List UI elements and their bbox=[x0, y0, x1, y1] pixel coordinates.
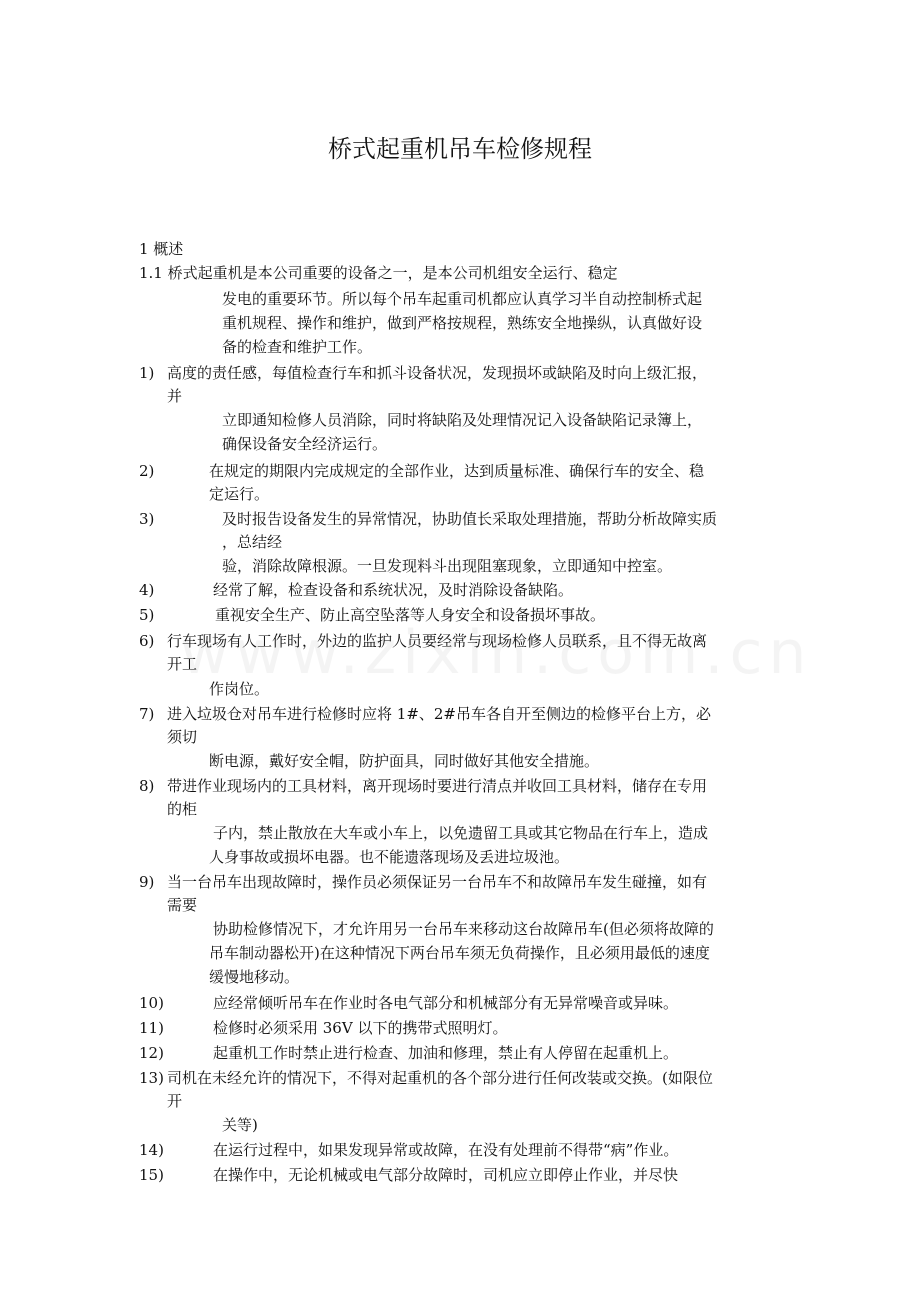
item-text: 并 bbox=[167, 387, 183, 405]
item-text: 应经常倾听吊车在作业时各电气部分和机械部分有无异常噪音或异味。 bbox=[213, 994, 679, 1012]
item-number: 9) bbox=[139, 873, 155, 891]
item-text: 在规定的期限内完成规定的全部作业，达到质量标准、确保行车的安全、稳 bbox=[209, 462, 705, 480]
item-number: 7) bbox=[139, 705, 155, 723]
watermark bbox=[180, 618, 812, 688]
item-text: 缓慢地移动。 bbox=[209, 968, 300, 986]
document-title: 桥式起重机吊车检修规程 bbox=[328, 135, 592, 163]
item-text: 协助检修情况下，才允许用另一台吊车来移动这台故障吊车(但必须将故障的 bbox=[213, 920, 714, 938]
item-text: 在运行过程中，如果发现异常或故障，在没有处理前不得带“病”作业。 bbox=[213, 1141, 679, 1159]
item-number: 14) bbox=[139, 1141, 164, 1159]
item-text: 检修时必须采用 36V 以下的携带式照明灯。 bbox=[213, 1019, 508, 1037]
item-number: 3) bbox=[139, 510, 155, 528]
item-text: 确保设备安全经济运行。 bbox=[222, 435, 388, 453]
item-number: 11) bbox=[139, 1019, 164, 1037]
item-number: 13) bbox=[139, 1069, 164, 1087]
intro-line: 1.1 桥式起重机是本公司重要的设备之一，是本公司机组安全运行、稳定 bbox=[139, 264, 618, 282]
item-text: ，总结经 bbox=[222, 533, 283, 551]
item-text: 开 bbox=[167, 1092, 183, 1110]
item-text: 验，消除故障根源。一旦发现料斗出现阻塞现象，立即通知中控室。 bbox=[222, 557, 673, 575]
item-text: 定运行。 bbox=[209, 485, 270, 503]
item-text: 起重机工作时禁止进行检查、加油和修理，禁止有人停留在起重机上。 bbox=[213, 1044, 679, 1062]
item-number: 12) bbox=[139, 1044, 164, 1062]
item-text: 及时报告设备发生的异常情况，协助值长采取处理措施，帮助分析故障实质 bbox=[222, 510, 718, 528]
intro-line: 重机规程、操作和维护，做到严格按规程，熟练安全地操纵，认真做好设 bbox=[222, 314, 703, 332]
item-text: 司机在未经允许的情况下，不得对起重机的各个部分进行任何改装或交换。(如限位 bbox=[167, 1069, 713, 1087]
item-number: 6) bbox=[139, 632, 155, 650]
item-text: 高度的责任感，每值检查行车和抓斗设备状况，发现损坏或缺陷及时向上级汇报， bbox=[167, 364, 708, 382]
item-text: 带进作业现场内的工具材料，离开现场时要进行清点并收回工具材料，储存在专用 bbox=[167, 777, 708, 795]
item-text: 进入垃圾仓对吊车进行检修时应将 1#、2#吊车各自开至侧边的检修平台上方，必 bbox=[167, 705, 711, 723]
item-text: 断电源，戴好安全帽，防护面具，同时做好其他安全措施。 bbox=[209, 752, 600, 770]
item-number: 8) bbox=[139, 777, 155, 795]
item-number: 1) bbox=[139, 364, 155, 382]
item-text: 作岗位。 bbox=[209, 680, 270, 698]
item-text: 重视安全生产、防止高空坠落等人身安全和设备损坏事故。 bbox=[215, 606, 606, 624]
item-number: 2) bbox=[139, 462, 155, 480]
item-text: 需要 bbox=[167, 896, 198, 914]
intro-line: 发电的重要环节。所以每个吊车起重司机都应认真学习半自动控制桥式起 bbox=[222, 290, 703, 308]
item-text: 子内，禁止散放在大车或小车上，以免遗留工具或其它物品在行车上，造成 bbox=[213, 824, 709, 842]
item-text: 在操作中，无论机械或电气部分故障时，司机应立即停止作业，并尽快 bbox=[213, 1166, 679, 1184]
item-number: 5) bbox=[139, 606, 155, 624]
intro-line: 备的检查和维护工作。 bbox=[222, 338, 373, 356]
item-number: 15) bbox=[139, 1166, 164, 1184]
item-text: 须切 bbox=[167, 728, 198, 746]
item-text: 开工 bbox=[167, 655, 198, 673]
item-text: 吊车制动器松开)在这种情况下两台吊车须无负荷操作，且必须用最低的速度 bbox=[209, 944, 710, 962]
item-text: 行车现场有人工作时，外边的监护人员要经常与现场检修人员联系，且不得无故离 bbox=[167, 632, 708, 650]
item-text: 当一台吊车出现故障时，操作员必须保证另一台吊车不和故障吊车发生碰撞，如有 bbox=[167, 873, 708, 891]
section-heading: 1 概述 bbox=[139, 240, 184, 258]
item-text: 经常了解，检查设备和系统状况，及时消除设备缺陷。 bbox=[213, 581, 574, 599]
item-text: 人身事故或损坏电器。也不能遗落现场及丢进垃圾池。 bbox=[209, 848, 570, 866]
item-number: 10) bbox=[139, 994, 164, 1012]
item-text: 关等) bbox=[222, 1116, 258, 1134]
item-text: 的柜 bbox=[167, 800, 198, 818]
item-number: 4) bbox=[139, 581, 155, 599]
item-text: 立即通知检修人员消除，同时将缺陷及处理情况记入设备缺陷记录簿上， bbox=[222, 411, 703, 429]
